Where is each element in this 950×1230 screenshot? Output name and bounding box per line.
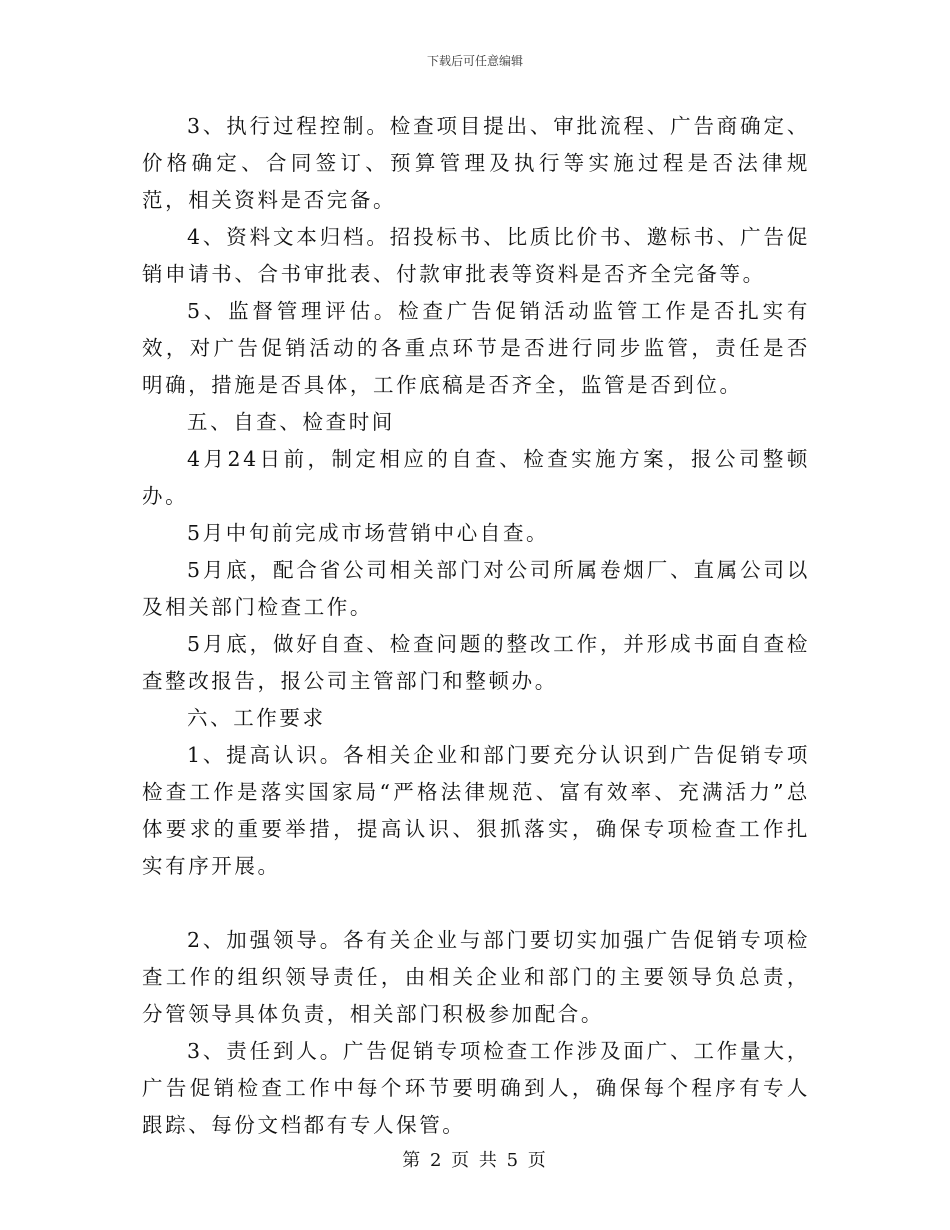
paragraph-end-may-rectification: 5月底，做好自查、检查问题的整改工作，并形成书面自查检查整改报告，报公司主管部门和整顿办。 (142, 632, 810, 693)
section-heading-inspection-time: 五、自查、检查时间 (187, 410, 395, 434)
page-number-footer: 第 2 页 共 5 页 (402, 1150, 548, 1171)
paragraph-document-archiving: 4、资料文本归档。招投标书、比质比价书、邀标书、广告促销申请书、合书审批表、付款审批表等资料是否齐全完备等。 (142, 225, 810, 286)
paragraph-strengthen-leadership: 2、加强领导。各有关企业与部门要切实加强广告促销专项检查工作的组织领导责任，由相关企业和部门的主要领导负总责，分管领导具体负责，相关部门积极参加配合。 (142, 928, 810, 1026)
paragraph-end-may-cooperation: 5月底，配合省公司相关部门对公司所属卷烟厂、直属公司以及相关部门检查工作。 (142, 558, 810, 619)
page-header: 下载后可任意编辑 (426, 54, 523, 68)
section-heading-work-requirements: 六、工作要求 (187, 706, 326, 730)
paragraph-april-deadline: 4月24日前，制定相应的自查、检查实施方案，报公司整顿办。 (142, 447, 810, 508)
paragraph-raise-awareness: 1、提高认识。各相关企业和部门要充分认识到广告促销专项检查工作是落实国家局“严格法律规范、富有效率、充满活力”总体要求的重要举措，提高认识、狠抓落实，确保专项检查工作扎实有序开展。 (142, 743, 810, 878)
paragraph-supervision-evaluation: 5、监督管理评估。检查广告促销活动监管工作是否扎实有效，对广告促销活动的各重点环节是否进行同步监管，责任是否明确，措施是否具体，工作底稿是否齐全，监管是否到位。 (142, 299, 810, 397)
paragraph-execution-control: 3、执行过程控制。检查项目提出、审批流程、广告商确定、价格确定、合同签订、预算管理及执行等实施过程是否法律规范，相关资料是否完备。 (142, 114, 810, 212)
document-body (142, 108, 810, 1144)
paragraph-mid-may: 5月中旬前完成市场营销中心自查。 (187, 521, 550, 545)
paragraph-responsibility: 3、责任到人。广告促销专项检查工作涉及面广、工作量大，广告促销检查工作中每个环节要明确到人，确保每个程序有专人跟踪、每份文档都有专人保管。 (142, 1039, 810, 1137)
